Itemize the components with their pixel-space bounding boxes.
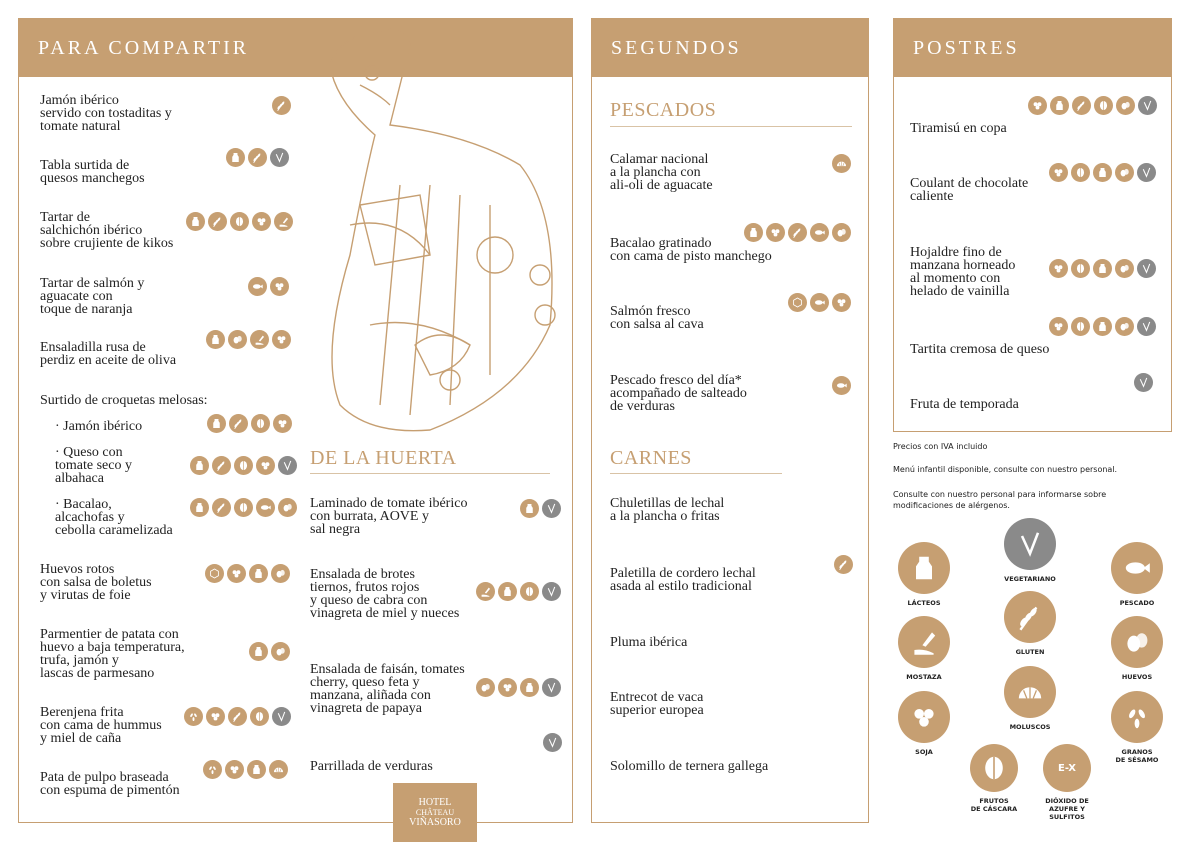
gluten-icon (834, 555, 853, 574)
egg-icon (1115, 317, 1134, 336)
milk-icon (249, 642, 268, 661)
note-iva: Precios con IVA incluido (893, 442, 988, 451)
item-croqueta-jamon: · Jamón ibérico (55, 419, 143, 434)
soy-icon (1049, 317, 1068, 336)
soy-icon (898, 691, 950, 743)
egg-icon (278, 498, 297, 517)
nut-icon (234, 456, 253, 475)
milk-icon (898, 542, 950, 594)
milk-icon (1093, 259, 1112, 278)
milk-icon (520, 678, 539, 697)
logo-line1: HOTEL (418, 796, 452, 808)
pescados-divider (610, 126, 852, 127)
mustard-icon (898, 616, 950, 668)
item-parmentier: Parmentier de patata con huevo a baja temperatura, trufa, jamón y lascas de parmesano (40, 627, 185, 681)
carnes-divider (610, 473, 782, 474)
sulfite-icon (1043, 744, 1091, 792)
icons-croqueta-queso (190, 456, 297, 475)
vegetarian-icon (1004, 518, 1056, 570)
gluten-icon (212, 498, 231, 517)
item-jamon: Jamón ibérico servido con tostaditas y tomate natural (40, 93, 172, 134)
nut-icon (1071, 163, 1090, 182)
legend-sulfitos (997, 744, 1137, 821)
note-infantil: Menú infantil disponible, consulte con nuestro personal. (893, 465, 1118, 474)
gluten-icon (228, 707, 247, 726)
vegetarian-icon (272, 707, 291, 726)
milk-icon (206, 330, 225, 349)
item-pescado-dia: Pescado fresco del día* acompañado de salteado de verduras (610, 373, 747, 414)
item-solomillo: Solomillo de ternera gallega (610, 759, 769, 774)
gluten-icon (1072, 96, 1091, 115)
egg-icon (1116, 96, 1135, 115)
milk-icon (1050, 96, 1069, 115)
item-paletilla: Paletilla de cordero lechal asada al estilo tradicional (610, 566, 756, 594)
milk-icon (249, 564, 268, 583)
soy-icon (1028, 96, 1047, 115)
soy-icon (1049, 259, 1068, 278)
soy-icon (832, 293, 851, 312)
icons-salmon (788, 293, 851, 312)
sulfite-icon (205, 564, 224, 583)
soy-icon (270, 277, 289, 296)
item-ensalada-faisan: Ensalada de faisán, tomates cherry, queso feta y manzana, aliñada con vinagreta de papaya (310, 662, 465, 716)
legend-sulfitos-label: DIÓXIDO DE AZUFRE Y SULFITOS (1045, 797, 1089, 821)
para-compartir-title: PARA COMPARTIR (19, 19, 572, 77)
nut-icon (250, 707, 269, 726)
icons-huevos-rotos (205, 564, 290, 583)
egg-icon (271, 642, 290, 661)
sulfite-symbol: E-X (1058, 762, 1076, 774)
item-entrecot: Entrecot de vaca superior europea (610, 690, 704, 718)
egg-icon (476, 678, 495, 697)
egg-icon (1111, 616, 1163, 668)
item-berenjena: Berenjena frita con cama de hummus y miel de caña (40, 705, 162, 746)
logo-line2: CHÂTEAU (415, 807, 455, 817)
sesame-icon (184, 707, 203, 726)
sesame-icon (203, 760, 222, 779)
icons-pescado-dia (832, 376, 851, 395)
item-coulant: Coulant de chocolate caliente (910, 176, 1029, 204)
item-huevos-rotos: Huevos rotos con salsa de boletus y virutas de foie (40, 562, 152, 603)
legend-mostaza-label: MOSTAZA (906, 673, 942, 681)
cutting-board-illustration (320, 25, 575, 435)
gluten-icon (248, 148, 267, 167)
nut-icon (234, 498, 253, 517)
item-hojaldre: Hojaldre fino de manzana horneado al momento con helado de vainilla (910, 245, 1016, 299)
soy-icon (256, 456, 275, 475)
item-bacalao: Bacalao gratinado con cama de pisto manchego (610, 236, 772, 264)
vegetarian-icon (1137, 317, 1156, 336)
mustard-icon (250, 330, 269, 349)
soy-icon (498, 678, 517, 697)
vegetarian-icon (1137, 163, 1156, 182)
soy-icon (272, 330, 291, 349)
icons-paletilla (834, 555, 853, 574)
egg-icon (271, 564, 290, 583)
item-ensalada-brotes: Ensalada de brotes tiernos, frutos rojos y queso de cabra con vinagreta de miel y nueces (310, 567, 460, 621)
item-tartar-salmon: Tartar de salmón y aguacate con toque de naranja (40, 276, 145, 317)
gluten-icon (212, 456, 231, 475)
icons-ensaladilla (206, 330, 291, 349)
fish-icon (810, 223, 829, 242)
item-pluma: Pluma ibérica (610, 635, 688, 650)
gluten-icon (272, 96, 291, 115)
shell-icon (1004, 666, 1056, 718)
vegetarian-icon (1134, 373, 1153, 392)
milk-icon (186, 212, 205, 231)
milk-icon (207, 414, 226, 433)
soy-icon (1049, 163, 1068, 182)
item-tartar-salchichon: Tartar de salchichón ibérico sobre crujiente de kikos (40, 210, 174, 251)
legend-frutos-label: FRUTOS DE CÁSCARA (970, 797, 1018, 813)
huerta-divider (310, 473, 550, 474)
icons-hojaldre (1049, 259, 1156, 278)
mustard-icon (274, 212, 293, 231)
pescados-title: PESCADOS (610, 99, 717, 121)
item-salmon: Salmón fresco con salsa al cava (610, 304, 704, 332)
nut-icon (1071, 259, 1090, 278)
logo-line3: VIÑASORO (409, 816, 461, 828)
vegetarian-icon (270, 148, 289, 167)
nut-icon (251, 414, 270, 433)
gluten-icon (229, 414, 248, 433)
soy-icon (252, 212, 271, 231)
gluten-icon (788, 223, 807, 242)
item-laminado: Laminado de tomate ibérico con burrata, AOVE y sal negra (310, 496, 468, 537)
fish-icon (248, 277, 267, 296)
shell-icon (269, 760, 288, 779)
milk-icon (744, 223, 763, 242)
sulfite-icon (788, 293, 807, 312)
vegetarian-icon (542, 678, 561, 697)
soy-icon (206, 707, 225, 726)
milk-icon (190, 498, 209, 517)
item-ensaladilla: Ensaladilla rusa de perdiz en aceite de oliva (40, 340, 177, 368)
carnes-title: CARNES (610, 447, 692, 469)
icons-croqueta-jamon (207, 414, 292, 433)
sesame-icon (1111, 691, 1163, 743)
milk-icon (190, 456, 209, 475)
item-tartita: Tartita cremosa de queso (910, 342, 1050, 357)
icons-fruta (1134, 373, 1153, 392)
egg-icon (832, 223, 851, 242)
legend-huevos-label: HUEVOS (1121, 673, 1153, 681)
legend-vegetariano-label: VEGETARIANO (1004, 575, 1056, 583)
segundos-title: SEGUNDOS (592, 19, 868, 77)
milk-icon (1093, 163, 1112, 182)
note-alergenos: Consulte con nuestro personal para informarse sobre modificaciones de alérgenos. (893, 490, 1107, 510)
icons-parrillada (543, 733, 562, 752)
soy-icon (766, 223, 785, 242)
item-croqueta-bacalao: · Bacalao, alcachofas y cebolla caramelizada (55, 497, 173, 538)
item-parrillada: Parrillada de verduras (310, 759, 433, 774)
postres-title: POSTRES (894, 19, 1171, 77)
gluten-icon (1004, 591, 1056, 643)
item-croqueta-queso: · Queso con tomate seco y albahaca (55, 445, 132, 486)
milk-icon (247, 760, 266, 779)
vegetarian-icon (542, 499, 561, 518)
icons-jamon (272, 96, 291, 115)
item-fruta: Fruta de temporada (910, 397, 1019, 412)
legend-sesamo-label: GRANOS DE SÉSAMO (1115, 748, 1159, 764)
vegetarian-icon (542, 582, 561, 601)
huerta-title: DE LA HUERTA (310, 447, 457, 469)
hotel-logo (393, 783, 477, 842)
item-pulpo: Pata de pulpo braseada con espuma de pimentón (40, 770, 180, 798)
vegetarian-icon (1137, 259, 1156, 278)
mustard-icon (476, 582, 495, 601)
legend-lacteos-label: LÁCTEOS (907, 599, 941, 607)
icons-calamar (832, 154, 851, 173)
fish-icon (832, 376, 851, 395)
nut-icon (1094, 96, 1113, 115)
nut-icon (230, 212, 249, 231)
vegetarian-icon (543, 733, 562, 752)
egg-icon (1115, 163, 1134, 182)
item-chuletillas: Chuletillas de lechal a la plancha o fritas (610, 496, 725, 524)
icons-berenjena (184, 707, 291, 726)
postres-panel (893, 18, 1172, 432)
icons-ensalada-faisan (476, 678, 561, 697)
item-tiramisu: Tiramisú en copa (910, 121, 1007, 136)
icons-pulpo (203, 760, 288, 779)
milk-icon (498, 582, 517, 601)
legend-soja-label: SOJA (915, 748, 933, 756)
legend-moluscos-label: MOLUSCOS (1009, 723, 1051, 731)
icons-tartar-salchichon (186, 212, 293, 231)
soy-icon (273, 414, 292, 433)
nut-icon (520, 582, 539, 601)
item-croquetas: Surtido de croquetas melosas: (40, 393, 208, 408)
soy-icon (227, 564, 246, 583)
icons-ensalada-brotes (476, 582, 561, 601)
item-calamar: Calamar nacional a la plancha con ali-oli de aguacate (610, 152, 713, 193)
egg-icon (228, 330, 247, 349)
vegetarian-icon (278, 456, 297, 475)
icons-bacalao (744, 223, 851, 242)
icons-tartar-salmon (248, 277, 289, 296)
nut-icon (1071, 317, 1090, 336)
shell-icon (832, 154, 851, 173)
legend-gluten-label: GLUTEN (1015, 648, 1045, 656)
legend-pescado-label: PESCADO (1119, 599, 1155, 607)
soy-icon (225, 760, 244, 779)
icons-laminado (520, 499, 561, 518)
fish-icon (256, 498, 275, 517)
gluten-icon (208, 212, 227, 231)
vegetarian-icon (1138, 96, 1157, 115)
icons-coulant (1049, 163, 1156, 182)
milk-icon (1093, 317, 1112, 336)
icons-croqueta-bacalao (190, 498, 297, 517)
milk-icon (226, 148, 245, 167)
egg-icon (1115, 259, 1134, 278)
icons-tartita (1049, 317, 1156, 336)
icons-tiramisu (1028, 96, 1157, 115)
icons-quesos (226, 148, 289, 167)
fish-icon (1111, 542, 1163, 594)
milk-icon (520, 499, 539, 518)
icons-parmentier (249, 642, 290, 661)
fish-icon (810, 293, 829, 312)
item-quesos: Tabla surtida de quesos manchegos (40, 158, 145, 186)
